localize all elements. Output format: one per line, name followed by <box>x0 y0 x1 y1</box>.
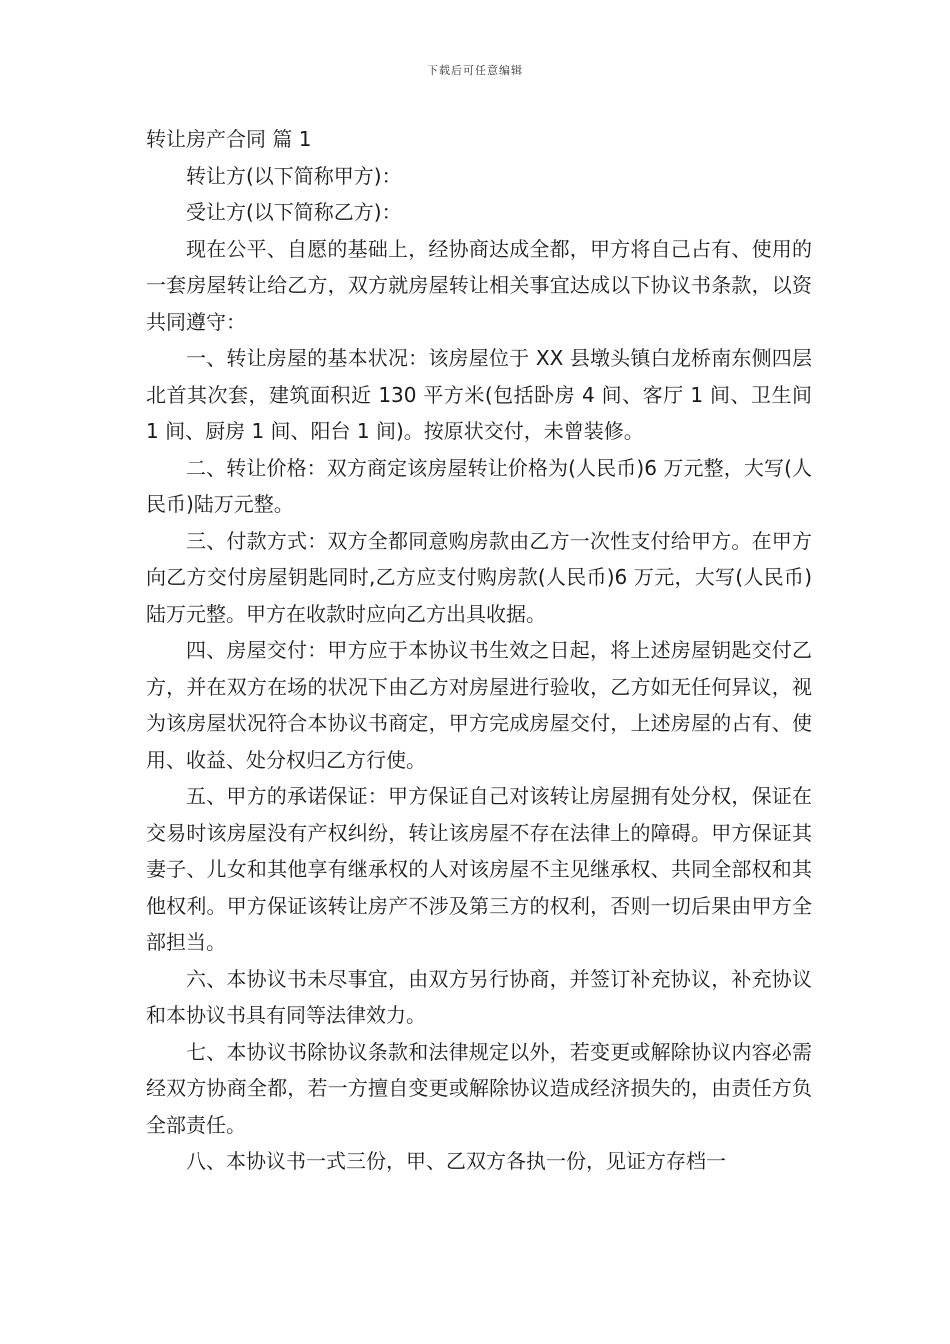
paragraph-clause-8: 八、本协议书一式三份，甲、乙双方各执一份，见证方存档一 <box>186 1149 726 1173</box>
paragraph-clause-1: 一、转让房屋的基本状况：该房屋位于 XX 县墩头镇白龙桥南东侧四层北首其次套，建筑面积近 130 平方米(包括卧房 4 间、客厅 1 间、卫生间 1 间、厨房 1 间、阳台 1 间)。按原状交付，未曾装修。 <box>146 346 812 443</box>
paragraph-clause-4: 四、房屋交付：甲方应于本协议书生效之日起，将上述房屋钥匙交付乙方，并在双方在场的状况下由乙方对房屋进行验收，乙方如无任何异议，视为该房屋状况符合本协议书商定，甲方完成房屋交付，上述房屋的占有、使用、收益、处分权归乙方行使。 <box>146 638 812 772</box>
paragraph-clause-2: 二、转让价格：双方商定该房屋转让价格为(人民币)6 万元整，大写(人民币)陆万元整。 <box>146 455 812 516</box>
document-title: 转让房产合同 篇 1 <box>146 127 312 151</box>
paragraph-clause-7: 七、本协议书除协议条款和法律规定以外，若变更或解除协议内容必需经双方协商全都，若一方擅自变更或解除协议造成经济损失的，由责任方负全部责任。 <box>146 1039 812 1137</box>
paragraph-clause-3: 三、付款方式：双方全都同意购房款由乙方一次性支付给甲方。在甲方向乙方交付房屋钥匙同时,乙方应支付购房款(人民币)6 万元，大写(人民币)陆万元整。甲方在收款时应向乙方出具收据。 <box>146 528 812 626</box>
paragraph-preamble: 现在公平、自愿的基础上，经协商达成全都，甲方将自己占有、使用的一套房屋转让给乙方，双方就房屋转让相关事宜达成以下协议书条款，以资共同遵守： <box>146 236 812 334</box>
paragraph-transferor: 转让方(以下简称甲方)： <box>186 163 402 188</box>
paragraph-transferee: 受让方(以下简称乙方)： <box>186 200 402 224</box>
header-note: 下载后可任意编辑 <box>427 64 523 77</box>
paragraph-clause-5: 五、甲方的承诺保证：甲方保证自己对该转让房屋拥有处分权，保证在交易时该房屋没有产权纠纷，转让该房屋不存在法律上的障碍。甲方保证其妻子、儿女和其他享有继承权的人对该房屋不主见继承权、共同全部权和其他权利。甲方保证该转让房产不涉及第三方的权利，否则一切后果由甲方全部担当。 <box>146 784 812 954</box>
paragraph-clause-6: 六、本协议书未尽事宜，由双方另行协商，并签订补充协议，补充协议和本协议书具有同等法律效力。 <box>146 966 812 1027</box>
document-body <box>146 121 812 1180</box>
